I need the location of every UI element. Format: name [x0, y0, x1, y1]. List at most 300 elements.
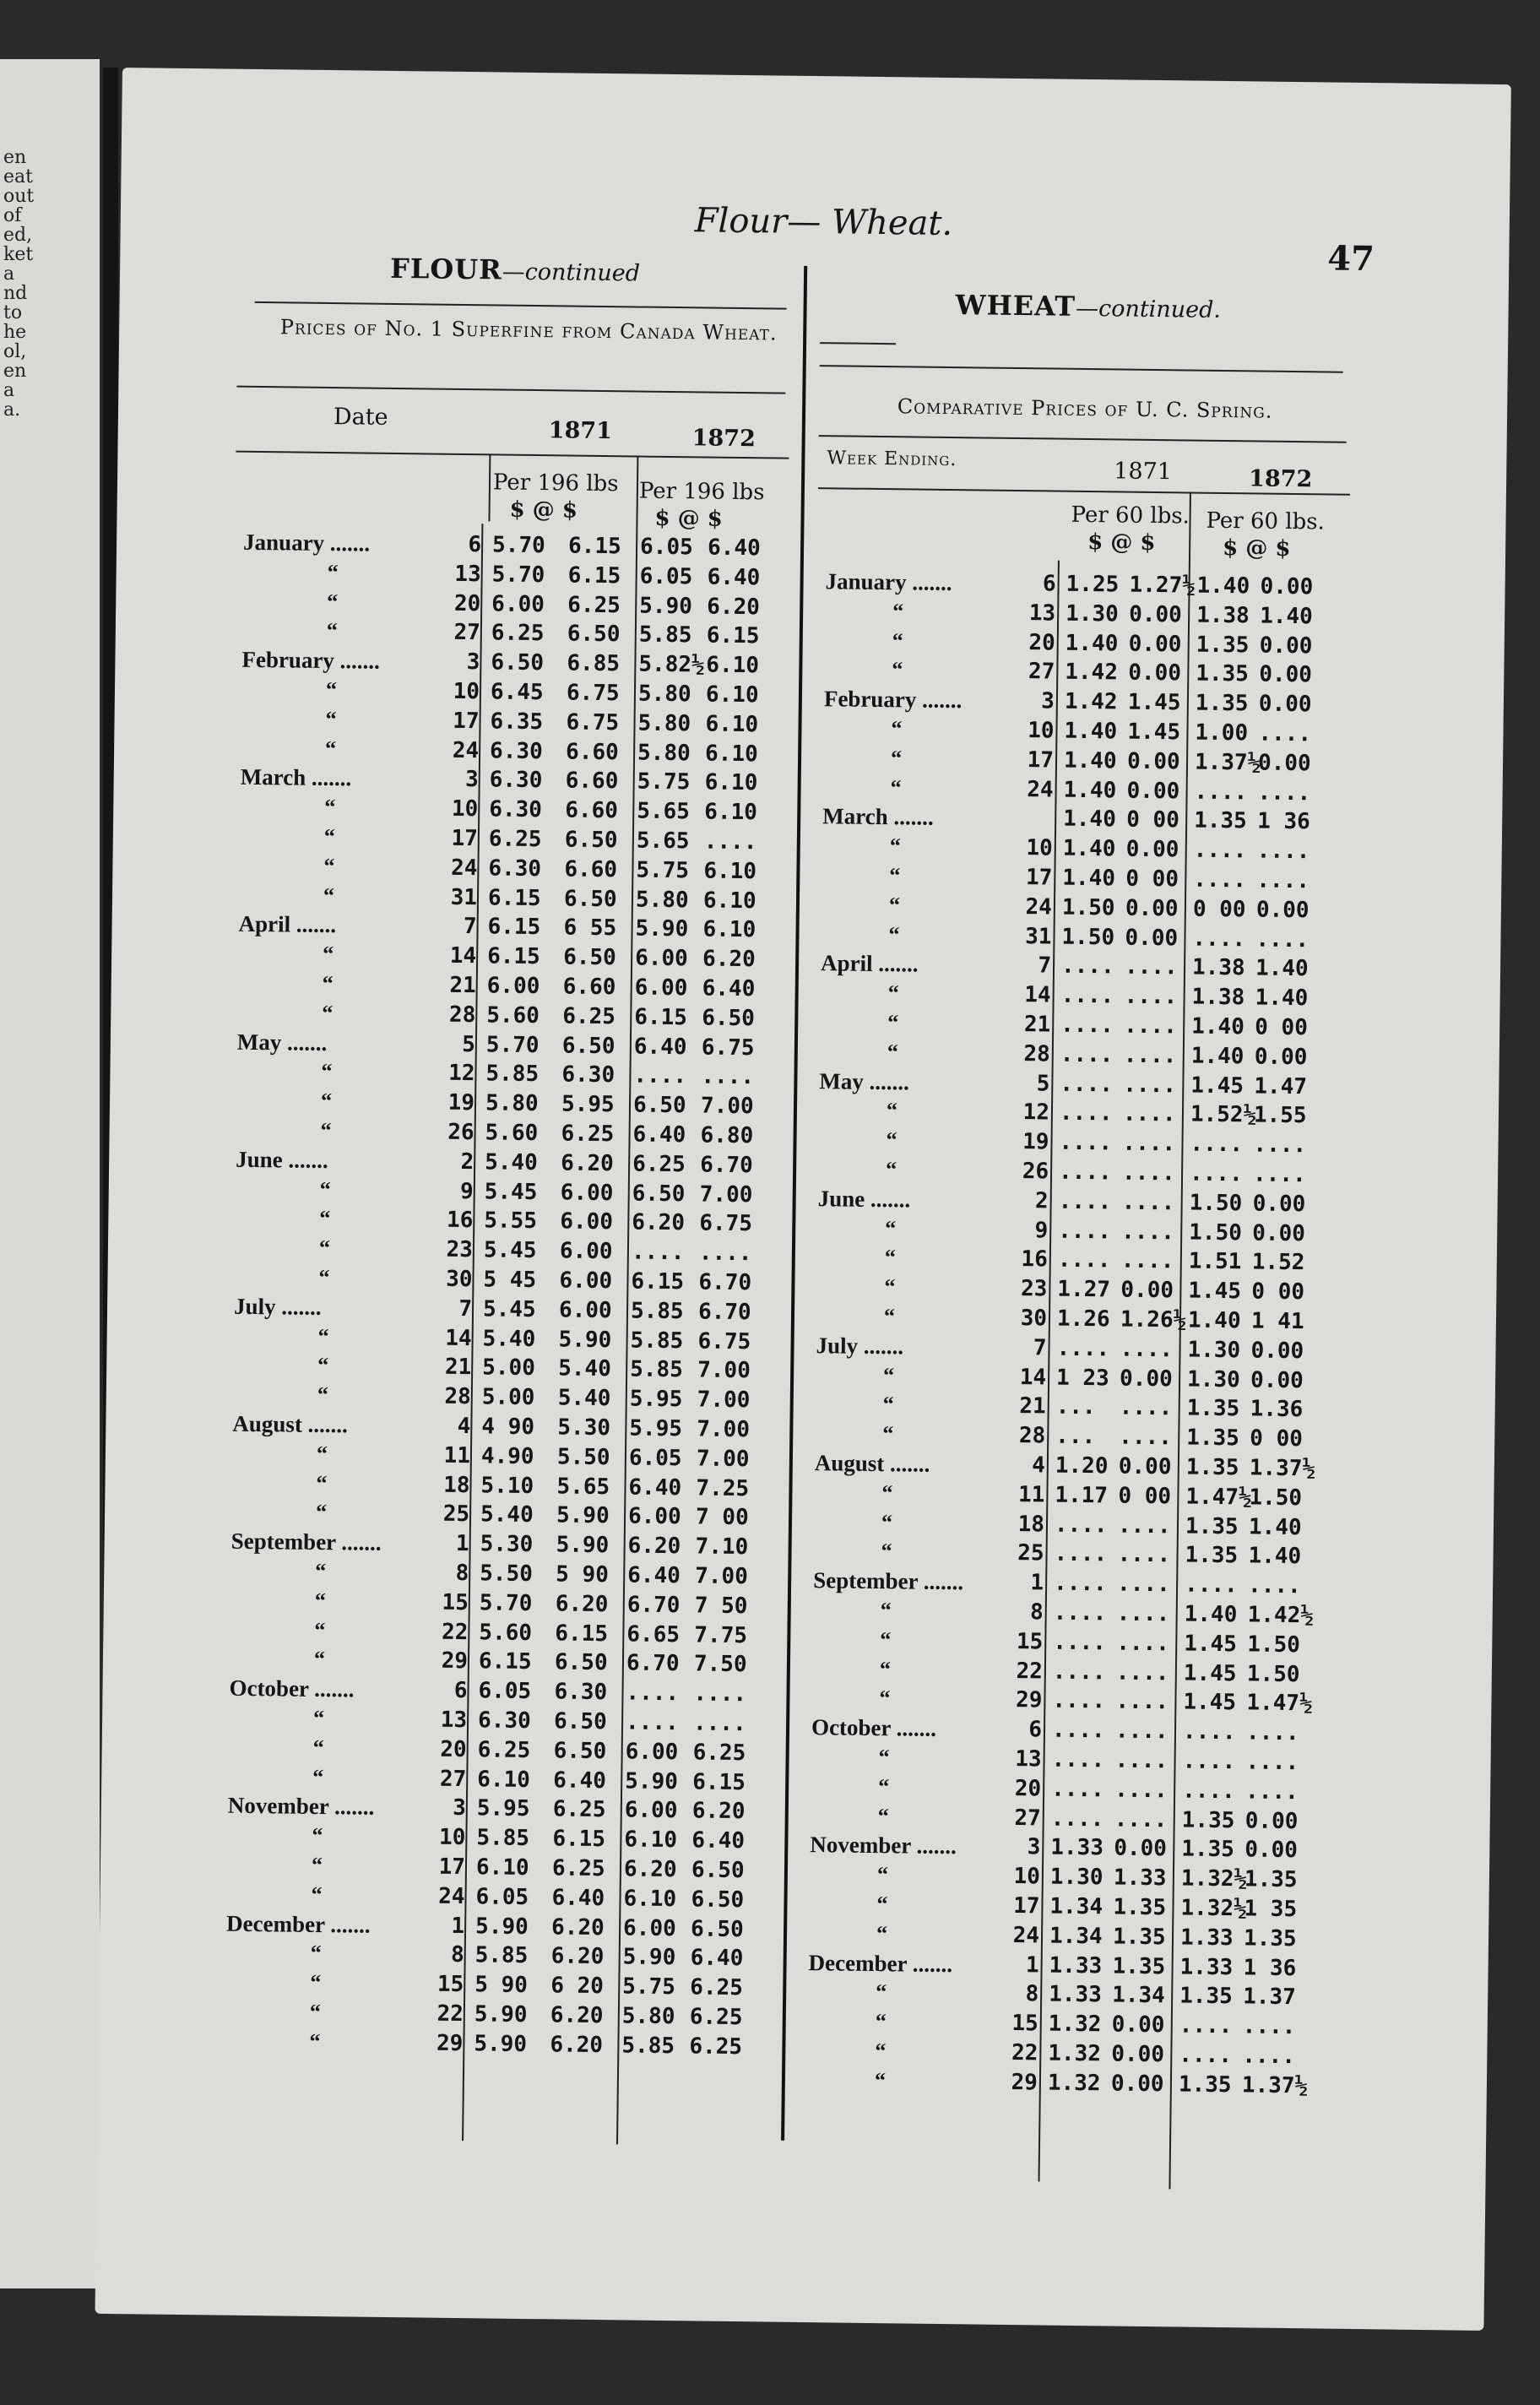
price-cell: 6.30: [554, 1679, 608, 1706]
price-cell: ....: [1121, 1219, 1175, 1245]
day-cell: 28: [1018, 1423, 1046, 1449]
price-cell: 1.35: [1185, 1454, 1239, 1481]
day-cell: 22: [441, 1619, 469, 1645]
ditto-mark: “: [316, 1470, 328, 1496]
price-cell: 1.40: [1064, 718, 1118, 745]
price-cell: 5.80: [635, 887, 689, 913]
price-cell: 6.40: [691, 1827, 746, 1854]
price-cell: 1.25: [1066, 571, 1120, 598]
day-cell: 13: [1015, 1746, 1042, 1773]
price-cell: 0 00: [1250, 1425, 1304, 1452]
ditto-mark: “: [312, 1735, 324, 1760]
ditto-mark: “: [323, 853, 335, 878]
ditto-mark: “: [324, 795, 336, 820]
day-cell: 9: [1034, 1217, 1049, 1244]
price-cell: 1.32½: [1180, 1895, 1247, 1922]
month-label: April .......: [238, 911, 337, 938]
day-cell: 30: [446, 1266, 473, 1293]
price-cell: 5.70: [479, 1590, 533, 1616]
price-cell: 6.50: [561, 1033, 615, 1059]
left-page-fragment: a.: [3, 399, 21, 421]
price-cell: 6.40: [632, 1121, 686, 1148]
price-cell: 1.50: [1246, 1661, 1300, 1687]
running-head: Flour— Wheat.: [694, 201, 953, 244]
day-cell: 8: [450, 1942, 464, 1968]
flour-sub-1871: $ @ $: [509, 497, 578, 524]
price-cell: 7.50: [693, 1651, 747, 1678]
price-cell: ....: [1179, 2042, 1233, 2069]
day-cell: 6: [453, 1678, 468, 1704]
price-cell: 0 00: [1255, 1014, 1309, 1041]
ditto-mark: “: [882, 1362, 895, 1387]
price-cell: 5.55: [484, 1208, 538, 1235]
day-cell: 21: [444, 1355, 472, 1381]
day-cell: 24: [450, 855, 478, 882]
price-cell: 0.00: [1111, 2011, 1165, 2039]
day-cell: 28: [444, 1383, 471, 1410]
price-cell: 1.45: [1188, 1278, 1242, 1305]
wheat-year-1871: 1871: [1114, 458, 1173, 486]
price-cell: 5.80: [621, 2003, 675, 2030]
ditto-mark: “: [887, 980, 899, 1006]
ditto-mark: “: [890, 745, 903, 771]
price-cell: 0.00: [1257, 750, 1311, 777]
price-cell: 6.15: [567, 562, 621, 589]
price-cell: ....: [1060, 1041, 1114, 1068]
price-cell: 1.34: [1049, 1923, 1103, 1950]
day-cell: 25: [442, 1501, 470, 1528]
price-cell: ....: [1193, 866, 1247, 893]
price-cell: 6.10: [702, 888, 756, 914]
price-cell: 6.00: [486, 973, 540, 1000]
price-cell: 1.40: [1065, 630, 1119, 657]
price-cell: 5.90: [622, 1944, 676, 1971]
ditto-mark: “: [884, 1245, 897, 1270]
price-cell: ....: [1053, 1629, 1107, 1656]
price-cell: ....: [1115, 1688, 1169, 1715]
ditto-mark: “: [317, 1353, 329, 1378]
price-cell: ....: [1123, 1042, 1177, 1069]
day-cell: 20: [1014, 1775, 1042, 1802]
month-label: May .......: [236, 1029, 328, 1056]
price-cell: 1.45: [1127, 689, 1181, 716]
price-cell: 6.15: [555, 1620, 609, 1647]
left-page-fragment: of: [3, 205, 22, 226]
price-cell: 6.30: [489, 767, 543, 794]
price-cell: 5.75: [622, 1973, 676, 2001]
price-cell: 0 00: [1126, 806, 1180, 833]
price-cell: ....: [1114, 1806, 1168, 1832]
price-cell: 1.35: [1244, 1866, 1298, 1893]
ditto-mark: “: [312, 1764, 324, 1789]
ditto-mark: “: [888, 921, 900, 947]
price-cell: ....: [625, 1709, 679, 1736]
day-cell: 15: [1016, 1628, 1044, 1655]
price-cell: 5.85: [638, 622, 692, 649]
price-cell: 6.05: [639, 563, 693, 590]
flour-title: [390, 252, 640, 288]
price-cell: 7.00: [699, 1181, 753, 1208]
price-cell: ....: [1060, 953, 1114, 980]
left-page-fragment: he: [3, 322, 27, 343]
price-cell: 0.00: [1250, 1367, 1304, 1393]
day-cell: 5: [1036, 1070, 1050, 1097]
price-cell: 5.00: [481, 1384, 535, 1411]
ditto-mark: “: [882, 1392, 894, 1417]
price-cell: 1.37½: [1194, 749, 1261, 776]
ditto-mark: “: [324, 736, 337, 761]
day-cell: 10: [451, 796, 479, 822]
ditto-mark: “: [317, 1323, 329, 1349]
price-cell: 6.30: [489, 796, 543, 823]
ditto-mark: “: [322, 970, 333, 996]
price-cell: 6.40: [551, 1885, 605, 1911]
day-cell: 31: [450, 884, 478, 910]
day-cell: 9: [459, 1178, 474, 1204]
price-cell: 6.00: [622, 1915, 676, 1941]
left-page-fragment: a: [3, 380, 15, 401]
ditto-mark: “: [325, 677, 338, 703]
day-cell: 29: [441, 1648, 469, 1675]
price-cell: 1.40: [1196, 573, 1250, 600]
price-cell: 0.00: [1254, 1044, 1308, 1071]
ditto-mark: “: [321, 1059, 333, 1084]
price-cell: 0.00: [1111, 2041, 1165, 2068]
price-cell: 5.45: [482, 1296, 536, 1322]
day-cell: 7: [1038, 953, 1052, 979]
price-cell: ....: [1114, 1747, 1169, 1774]
ditto-mark: “: [310, 1941, 322, 1966]
price-cell: ....: [1192, 926, 1246, 952]
price-cell: 0 00: [1118, 1483, 1172, 1510]
wheat-rule-top: [820, 365, 1343, 373]
price-cell: 6.40: [553, 1767, 607, 1794]
wheat-unit-1872: Per 60 lbs.: [1206, 508, 1326, 535]
price-cell: 6.70: [697, 1299, 751, 1326]
price-cell: 1.33: [1113, 1865, 1167, 1892]
ditto-mark: “: [875, 2009, 887, 2034]
price-cell: 0.00: [1114, 1835, 1168, 1862]
price-cell: 7.00: [697, 1387, 751, 1414]
price-cell: 6.50: [632, 1092, 686, 1119]
day-cell: 1: [451, 1913, 465, 1939]
price-cell: 1.40: [1187, 1307, 1241, 1334]
ditto-mark: “: [320, 1117, 332, 1143]
price-cell: 6.00: [560, 1180, 614, 1206]
price-cell: ....: [1114, 1777, 1168, 1804]
price-cell: 6.10: [704, 741, 758, 767]
price-cell: 1.26½: [1120, 1306, 1187, 1333]
price-cell: 1 41: [1250, 1308, 1304, 1335]
price-cell: 1.35: [1186, 1395, 1240, 1422]
day-cell: 1: [1025, 1952, 1039, 1979]
day-cell: 17: [1027, 746, 1055, 774]
ditto-mark: “: [881, 1539, 892, 1564]
price-cell: 1.50: [1247, 1631, 1301, 1658]
price-cell: 1.40: [1063, 747, 1117, 774]
price-cell: ....: [1117, 1541, 1171, 1568]
day-cell: 13: [454, 561, 481, 588]
price-cell: 0.00: [1118, 1453, 1172, 1480]
price-cell: ....: [1060, 982, 1114, 1009]
price-cell: 6.50: [491, 649, 545, 676]
price-cell: 7.00: [700, 1093, 754, 1120]
wheat-sub-1871: $ @ $: [1087, 529, 1156, 556]
price-cell: 0.00: [1260, 573, 1314, 600]
ditto-mark: “: [880, 1598, 892, 1623]
price-cell: 1.27: [1057, 1276, 1111, 1303]
price-cell: 6.10: [704, 799, 758, 826]
ditto-mark: “: [887, 1010, 899, 1035]
price-cell: ....: [1124, 983, 1178, 1010]
price-cell: 6.85: [567, 650, 621, 677]
price-cell: 6.20: [623, 1856, 677, 1883]
price-cell: 5.85: [630, 1298, 684, 1325]
ditto-mark: “: [882, 1421, 894, 1447]
wheat-rule-short: [820, 342, 896, 345]
day-cell: 24: [1027, 776, 1054, 803]
month-label: September .......: [230, 1528, 382, 1556]
price-cell: 0.00: [1126, 778, 1180, 804]
price-cell: ....: [1121, 1159, 1175, 1186]
price-cell: 1.40: [1248, 1514, 1302, 1540]
price-cell: 5.90: [639, 593, 693, 619]
day-cell: 28: [448, 1002, 476, 1028]
day-cell: 8: [1025, 1981, 1039, 2007]
price-cell: 1.40: [1255, 985, 1309, 1012]
price-cell: ....: [1054, 1512, 1108, 1538]
day-cell: 21: [1023, 1012, 1051, 1038]
month-label: March .......: [822, 803, 934, 831]
price-cell: ....: [1194, 779, 1248, 805]
price-cell: ....: [626, 1680, 680, 1707]
day-cell: 6: [468, 532, 482, 558]
price-cell: 5.60: [486, 1002, 540, 1029]
price-cell: 0.00: [1244, 1807, 1299, 1834]
day-cell: 27: [439, 1766, 467, 1792]
price-cell: 5.85: [630, 1327, 684, 1354]
price-cell: 1.42½: [1247, 1602, 1315, 1629]
price-cell: 5.40: [482, 1325, 536, 1352]
price-cell: 1.35: [1181, 1807, 1235, 1833]
price-cell: 1.45: [1127, 719, 1181, 746]
price-cell: 6.15: [706, 622, 760, 649]
price-cell: 0 00: [1251, 1279, 1305, 1306]
price-cell: ....: [1116, 1630, 1170, 1657]
price-cell: ....: [631, 1239, 685, 1266]
price-cell: ....: [1256, 867, 1310, 894]
left-page-fragment: out: [3, 186, 35, 207]
price-cell: 5.80: [485, 1090, 539, 1117]
price-cell: ....: [1116, 1600, 1170, 1627]
price-cell: 6.75: [701, 1034, 755, 1061]
month-label: June .......: [817, 1185, 911, 1213]
ditto-mark: “: [315, 1558, 327, 1584]
price-cell: 6.40: [707, 535, 761, 562]
price-cell: 6.25: [552, 1796, 606, 1823]
price-cell: ....: [1119, 1394, 1173, 1421]
price-cell: ....: [1058, 1218, 1112, 1245]
left-page-fragment: eat: [3, 166, 33, 187]
ditto-mark: “: [318, 1264, 330, 1290]
price-cell: 5.40: [480, 1501, 534, 1528]
wheat-sub-1872: $ @ $: [1222, 535, 1291, 562]
price-cell: 1.35: [1179, 1983, 1233, 2010]
price-cell: 6.75: [699, 1210, 753, 1237]
price-cell: 1.35: [1178, 2071, 1232, 2098]
price-cell: 6.25: [551, 1855, 605, 1882]
day-cell: 27: [1028, 659, 1055, 685]
ditto-mark: “: [874, 2067, 887, 2093]
month-label: June .......: [236, 1146, 328, 1173]
price-cell: 5.40: [558, 1355, 612, 1382]
price-cell: 0.00: [1252, 1191, 1306, 1218]
price-cell: 1.35: [1195, 690, 1249, 717]
day-cell: 22: [1016, 1658, 1044, 1685]
ditto-mark: “: [889, 833, 901, 859]
price-cell: 1.17: [1055, 1482, 1109, 1509]
price-cell: 5.70: [485, 1031, 540, 1058]
day-cell: 10: [438, 1824, 466, 1851]
day-cell: 29: [1015, 1687, 1043, 1713]
price-cell: ....: [1247, 1572, 1301, 1599]
price-cell: 5.40: [557, 1385, 611, 1412]
ditto-mark: “: [311, 1852, 323, 1878]
ditto-mark: “: [326, 618, 339, 643]
wheat-title: [955, 289, 1221, 324]
price-cell: ....: [1054, 1541, 1108, 1567]
price-cell: 6.70: [699, 1152, 753, 1179]
ditto-mark: “: [315, 1500, 328, 1525]
day-cell: 2: [1034, 1188, 1049, 1214]
price-cell: 7.25: [696, 1475, 750, 1501]
day-cell: 30: [1020, 1306, 1048, 1332]
day-cell: 31: [1025, 923, 1052, 950]
price-cell: 1.35: [1196, 660, 1250, 687]
ditto-mark: “: [889, 863, 901, 888]
price-cell: 0.00: [1119, 1365, 1173, 1392]
price-cell: 6.15: [486, 943, 540, 970]
ditto-mark: “: [888, 892, 901, 918]
price-cell: 6.45: [490, 679, 544, 706]
price-cell: 6.50: [553, 1708, 607, 1735]
day-cell: 15: [437, 1971, 464, 1998]
price-cell: ....: [1184, 1572, 1238, 1599]
day-cell: 24: [452, 737, 480, 763]
price-cell: 1.32: [1048, 2011, 1102, 2038]
month-label: August .......: [232, 1410, 349, 1438]
ditto-mark: “: [316, 1441, 328, 1466]
price-cell: 1 23: [1055, 1365, 1109, 1391]
day-cell: 21: [1019, 1393, 1046, 1420]
day-cell: 11: [443, 1442, 471, 1469]
price-cell: 6.15: [478, 1648, 532, 1675]
price-cell: ....: [1182, 1748, 1236, 1775]
month-label: March .......: [240, 764, 352, 791]
price-cell: 0.00: [1110, 2071, 1164, 2098]
price-cell: 1.45: [1183, 1689, 1237, 1716]
price-cell: 1.30: [1049, 1864, 1103, 1891]
price-cell: 7 00: [695, 1504, 749, 1531]
day-cell: 8: [455, 1560, 469, 1587]
price-cell: ....: [693, 1680, 747, 1707]
price-cell: 1.50: [1189, 1190, 1243, 1217]
price-cell: 6.00: [558, 1297, 612, 1323]
month-label: May .......: [819, 1067, 910, 1095]
price-cell: 5.90: [625, 1768, 679, 1794]
ditto-mark: “: [314, 1617, 326, 1642]
ditto-mark: “: [879, 1686, 891, 1711]
day-cell: 17: [1025, 865, 1053, 891]
ditto-mark: “: [876, 1862, 889, 1887]
month-label: December .......: [225, 1910, 371, 1938]
price-cell: ....: [1256, 838, 1310, 865]
price-cell: 5.95: [629, 1415, 683, 1442]
wheat-title-text: WHEAT: [955, 289, 1076, 323]
flour-col-rule-head: [488, 453, 491, 521]
price-cell: 6.00: [559, 1268, 613, 1295]
ditto-mark: “: [327, 589, 339, 614]
price-cell: ....: [1179, 2012, 1233, 2039]
price-cell: 6.40: [628, 1474, 682, 1501]
day-cell: 4: [1032, 1452, 1046, 1479]
ditto-mark: “: [885, 1215, 897, 1241]
day-cell: 26: [1022, 1159, 1049, 1185]
price-cell: 0.00: [1259, 661, 1313, 688]
price-cell: ....: [692, 1710, 746, 1737]
price-cell: ....: [1059, 1129, 1113, 1156]
day-cell: 13: [1028, 600, 1056, 627]
price-cell: ....: [1120, 1247, 1174, 1274]
day-cell: 28: [1023, 1040, 1050, 1067]
price-cell: 6.60: [565, 768, 619, 795]
month-label: December .......: [808, 1949, 953, 1977]
price-cell: 7.00: [697, 1416, 751, 1443]
price-cell: 6.10: [702, 916, 756, 943]
price-cell: ....: [1115, 1659, 1169, 1686]
price-cell: ....: [1124, 953, 1178, 980]
price-cell: 5.82½: [638, 651, 705, 678]
price-cell: 4 90: [481, 1414, 535, 1441]
price-cell: 6.25: [632, 1151, 686, 1178]
price-cell: 1.47½: [1246, 1690, 1313, 1717]
price-cell: ...: [1055, 1423, 1096, 1450]
day-cell: 12: [1022, 1099, 1050, 1126]
price-cell: ....: [1052, 1687, 1106, 1714]
price-cell: 1.32: [1047, 2070, 1101, 2097]
price-cell: 5.85: [485, 1061, 540, 1088]
price-cell: ....: [1122, 1100, 1176, 1127]
price-cell: 5.45: [484, 1178, 538, 1205]
price-cell: 6.40: [690, 1945, 744, 1972]
price-cell: 5.65: [556, 1474, 610, 1500]
price-cell: ....: [1119, 1424, 1173, 1451]
price-cell: 6.50: [563, 886, 617, 912]
ditto-mark: “: [878, 1745, 890, 1770]
price-cell: 6 55: [563, 915, 617, 942]
price-cell: 5.90: [474, 1913, 529, 1940]
price-cell: 1.37½: [1241, 2072, 1309, 2099]
day-cell: 29: [436, 2030, 464, 2056]
day-cell: 5: [462, 1031, 476, 1057]
day-cell: 15: [1011, 2011, 1038, 2037]
price-cell: 5.85: [474, 1942, 529, 1969]
day-cell: 19: [447, 1089, 475, 1116]
ditto-mark: “: [892, 627, 903, 653]
month-label: October .......: [229, 1675, 355, 1702]
price-cell: ....: [1245, 1749, 1299, 1776]
price-cell: 6.25: [690, 1974, 744, 2001]
